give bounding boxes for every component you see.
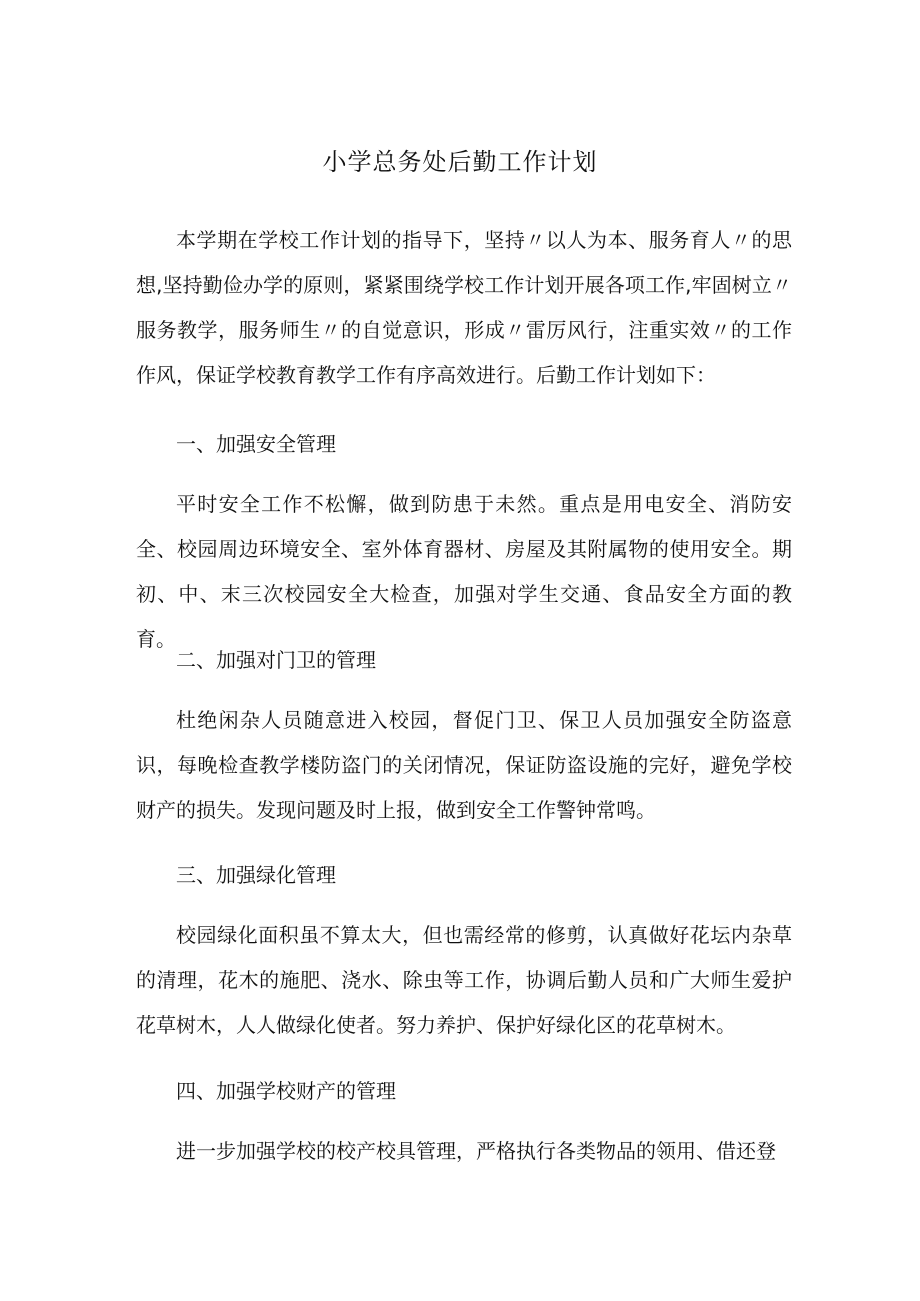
section-heading-4: 四、加强学校财产的管理 (176, 1079, 396, 1103)
section-body-1: 平时安全工作不松懈，做到防患于未然。重点是用电安全、消防安全、校园周边环境安全、室外体育器材、房屋及其附属物的使用安全。期初、中、末三次校园安全大检查，加强对学生交通、食品安全方面的教育。 (136, 492, 792, 651)
page-title: 小学总务处后勤工作计划 (322, 148, 598, 177)
section-body-3: 校园绿化面积虽不算太大，但也需经常的修剪，认真做好花坛内杂草的清理，花木的施肥、浇水、除虫等工作，协调后勤人员和广大师生爱护花草树木，人人做绿化使者。努力养护、保护好绿化区的花草树木。 (136, 923, 792, 1037)
section-body-4: 进一步加强学校的校产校具管理，严格执行各类物品的领用、借还登 (176, 1139, 776, 1163)
section-heading-1: 一、加强安全管理 (176, 432, 336, 456)
section-heading-3: 三、加强绿化管理 (176, 863, 336, 887)
intro-paragraph: 本学期在学校工作计划的指导下，坚持〃以人为本、服务育人〃的思想,坚持勤俭办学的原则，紧紧围绕学校工作计划开展各项工作,牢固树立〃服务教学，服务师生〃的自觉意识，形成〃雷厉风行，注重实效〃的工作作风，保证学校教育教学工作有序高效进行。后勤工作计划如下： (136, 228, 792, 387)
section-heading-2: 二、加强对门卫的管理 (176, 648, 376, 672)
section-body-2: 杜绝闲杂人员随意进入校园，督促门卫、保卫人员加强安全防盗意识，每晚检查教学楼防盗门的关闭情况，保证防盗设施的完好，避免学校财产的损失。发现问题及时上报，做到安全工作警钟常鸣。 (136, 708, 792, 822)
